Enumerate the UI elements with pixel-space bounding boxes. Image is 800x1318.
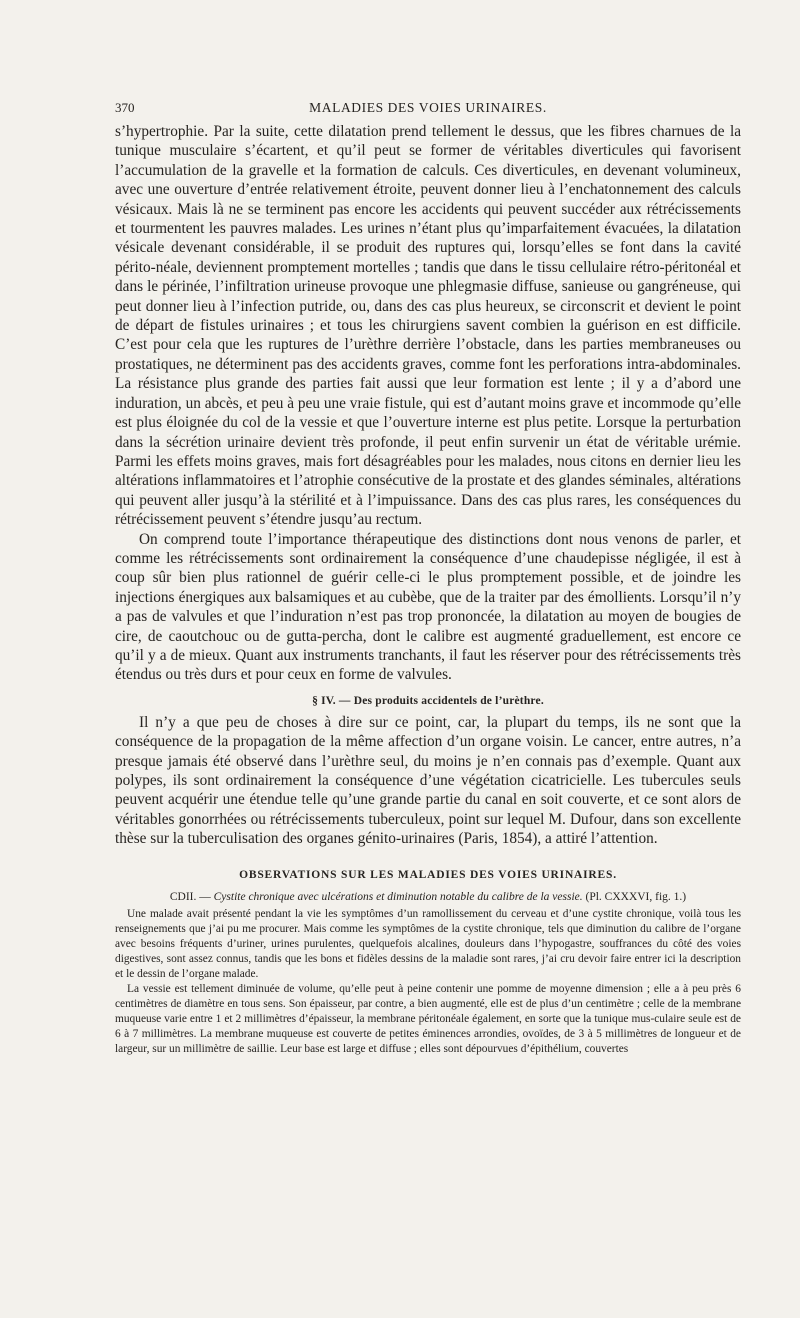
body-paragraph: On comprend toute l’importance thérapeutique des distinctions dont nous venons de parler, et comme les rétrécissements sont ordinairement la conséquence d’une chaudepisse négligée, il est à coup sûr bien plus rationnel de guérir celle-ci le plus promptement possible, et de joindre les injections énergiques aux balsamiques et au cubèbe, que de la traiter par des émollients. Lorsqu’il n’y a pas de valvules et que l’induration n’est pas trop prononcée, la dilatation au moyen de bougies de cire, de caoutchouc ou de gutta-percha, dont le calibre est augmenté graduellement, est encore ce qu’il y a de mieux. Quant aux instruments tranchants, il faut les réserver pour des rétrécissements très étendus ou très durs et pour ceux en forme de valvules. xyxy=(115,530,741,684)
case-number: CDII. — xyxy=(169,890,211,903)
section-paragraph: Il n’y a que peu de choses à dire sur ce point, car, la plupart du temps, ils ne sont que la conséquence de la propagation de la même affection d’un organe voisin. Le cancer, entre autres, n’a presque jamais été observé dans l’urèthre seul, du moins je n’en connais pas d’exemple. Quant aux polypes, ils sont ordinairement la conséquence d’une végétation cicatricielle. Les tubercules seuls peuvent acquérir une étendue telle qu’une grande partie du canal en soit couverte, et ce sont alors de véritables gonorrhées ou rétrécissements tuberculeux, point sur lequel M. Dufour, dans son excellente thèse sur la tuberculisation des organes génito-urinaires (Paris, 1854), a attiré l’attention. xyxy=(115,713,741,848)
running-title: MALADIES DES VOIES URINAIRES. xyxy=(309,100,547,115)
observation-paragraph: Une malade avait présenté pendant la vie les symptômes d’un ramollissement du cerveau et d’une cystite chronique, voilà tous les renseignements que j’ai pu me procurer. Mais comme les symptômes de la cystite chronique, tels que diminution du calibre de l’organe avec besoins fréquents d’uriner, urines purulentes, quelquefois alcalines, douleurs dans l’hypogastre, souffrances du côté des voies digestives, sont assez connus, tandis que les bons et fidèles dessins de la maladie sont rares, j’ai cru devoir faire entrer ici la description et le dessin de l’organe malade. xyxy=(115,907,741,980)
case-plate-reference: (Pl. CXXXVI, fig. 1.) xyxy=(585,890,687,903)
page-header xyxy=(115,100,741,118)
page-body xyxy=(115,122,741,1058)
observation-paragraph: La vessie est tellement diminuée de volume, qu’elle peut à peine contenir une pomme de moyenne dimension ; elle a à peu près 6 centimètres de diamètre en tous sens. Son épaisseur, par contre, a bien augmenté, elle est de plus d’un centimètre ; celle de la membrane muqueuse varie entre 1 et 2 millimètres d’épaisseur, la membrane péritonéale également, en sorte que la tunique mus-culaire seule est de 6 à 7 millimètres. La membrane muqueuse est couverte de petites éminences arrondies, ovoïdes, de 3 à 5 millimètres de longueur et de largeur, sur un millimètre de saillie. Leur base est large et diffuse ; elles sont dépourvues d’épithélium, couvertes xyxy=(115,983,741,1056)
case-title: Cystite chronique avec ulcérations et diminution notable du calibre de la vessie. xyxy=(213,890,583,903)
observations-heading: OBSERVATIONS SUR LES MALADIES DES VOIES URINAIRES. xyxy=(239,868,617,881)
page-number: 370 xyxy=(115,100,135,115)
case-title-line xyxy=(115,891,741,903)
section-heading: § IV. — Des produits accidentels de l’urèthre. xyxy=(312,694,544,707)
body-paragraph: s’hypertrophie. Par la suite, cette dilatation prend tellement le dessus, que les fibres charnues de la tunique musculaire s’écartent, et qu’il peut se former de véritables diverticules qui favorisent l’accumulation de la gravelle et la formation de calculs. Ces diverticules, en devenant volumineux, avec une ouverture d’entrée relativement étroite, peuvent donner lieu à l’enchatonnement des calculs vésicaux. Mais là ne se terminent pas encore les accidents qui peuvent succéder aux rétrécissements et tourmentent les pauvres malades. Les urines n’étant plus qu’imparfaitement évacuées, la dilatation vésicale devenant considérable, il se produit des ruptures qui, lorsqu’elles se font dans la cavité périto-néale, deviennent promptement mortelles ; tandis que dans le tissu cellulaire rétro-péritonéal et dans le périnée, l’infiltration urineuse provoque une phlegmasie diffuse, sanieuse ou gangréneuse, qui peut donner lieu à l’infection putride, ou, dans des cas plus heureux, se circonscrit et devient le point de départ de fistules urinaires ; et tous les chirurgiens savent combien la guérison en est difficile. C’est pour cela que les ruptures de l’urèthre derrière l’obstacle, dans les parties membraneuses ou prostatiques, ne déterminent pas des accidents graves, comme font les perforations intra-abdominales. La résistance plus grande des parties fait aussi que leur formation est lente ; il y a d’abord une induration, un abcès, et peu à peu une vraie fistule, qui est d’autant moins grave et incommode qu’elle est plus éloignée du col de la vessie et que l’ouverture interne est plus petite. Lorsque la perturbation dans la sécrétion urinaire devient très profonde, il peut enfin survenir un état de véritable urémie. Parmi les effets moins graves, mais fort désagréables pour les malades, nous citons en dernier lieu les altérations inflammatoires et l’atrophie consécutive de la prostate et des glandes séminales, altérations qui peuvent aller jusqu’à la stérilité et à l’impuissance. Dans des cas plus rares, les conséquences du rétrécissement peuvent s’étendre jusqu’au rectum. xyxy=(115,123,741,529)
